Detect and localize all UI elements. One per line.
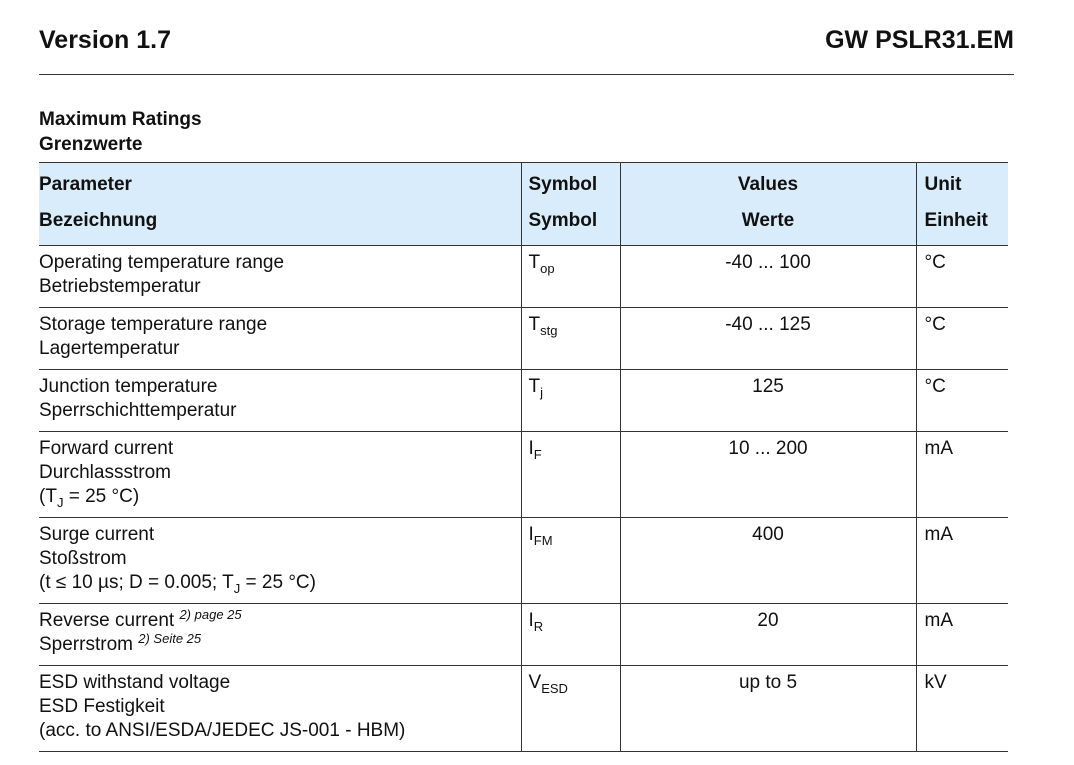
- header-parameter-de: Bezeichnung: [39, 210, 158, 231]
- symbol-subscript: R: [533, 619, 544, 634]
- section-title: [39, 107, 202, 157]
- value-cell: 20: [620, 604, 916, 666]
- parameter-de: ESD Festigkeit: [39, 696, 165, 717]
- parameter-cell: [39, 432, 521, 518]
- header-parameter: [39, 163, 521, 246]
- symbol-cell: [521, 308, 620, 370]
- parameter-de: Sperrschichttemperatur: [39, 400, 237, 421]
- parameter-en: Operating temperature range: [39, 252, 285, 273]
- symbol-cell: [521, 370, 620, 432]
- parameter-cell: [39, 246, 521, 308]
- symbol-subscript: stg: [540, 323, 558, 338]
- part-number: GW PSLR31.EM: [825, 26, 1014, 54]
- parameter-de: Stoßstrom: [39, 548, 127, 569]
- unit-cell: °C: [916, 370, 1008, 432]
- parameter-cell: [39, 604, 521, 666]
- parameter-en-line: [39, 609, 521, 633]
- symbol: I: [528, 438, 534, 459]
- parameter-condition: [39, 571, 521, 595]
- parameter-de: Betriebstemperatur: [39, 276, 201, 297]
- footnote-ref: 2) Seite 25: [138, 631, 202, 646]
- parameter-en: Storage temperature range: [39, 314, 268, 335]
- symbol: V: [528, 672, 542, 693]
- parameter-de: Lagertemperatur: [39, 338, 180, 359]
- section-title-de: Grenzwerte: [39, 134, 143, 155]
- header-values-de: Werte: [741, 210, 795, 231]
- condition-text: = 25 °C): [63, 486, 140, 507]
- symbol: I: [528, 524, 534, 545]
- table-row: [39, 518, 1008, 604]
- unit-cell: °C: [916, 308, 1008, 370]
- symbol-cell: [521, 604, 620, 666]
- symbol-cell: [521, 666, 620, 752]
- header-values: [620, 163, 916, 246]
- maximum-ratings-table: [39, 162, 1008, 752]
- symbol-subscript: ESD: [541, 681, 568, 696]
- condition-text: (T: [39, 486, 57, 507]
- parameter-en: Forward current: [39, 438, 174, 459]
- table-row: [39, 604, 1008, 666]
- value-cell: -40 ... 100: [620, 246, 916, 308]
- header-symbol: [521, 163, 620, 246]
- header-symbol-en: Symbol: [528, 174, 598, 195]
- symbol-cell: [521, 432, 620, 518]
- header-unit-de: Einheit: [924, 210, 988, 231]
- symbol: I: [528, 610, 534, 631]
- header-unit: [916, 163, 1008, 246]
- symbol: T: [528, 376, 541, 397]
- table-row: [39, 432, 1008, 518]
- unit-cell: mA: [916, 432, 1008, 518]
- table-row: [39, 666, 1008, 752]
- parameter-condition: [39, 485, 521, 509]
- table-row: [39, 308, 1008, 370]
- symbol-cell: [521, 246, 620, 308]
- page-header: [39, 24, 1014, 75]
- symbol-cell: [521, 518, 620, 604]
- unit-cell: mA: [916, 604, 1008, 666]
- header-values-en: Values: [737, 174, 799, 195]
- symbol-subscript: op: [540, 261, 555, 276]
- parameter-cell: [39, 308, 521, 370]
- unit-cell: kV: [916, 666, 1008, 752]
- header-parameter-en: Parameter: [39, 174, 132, 195]
- condition-text: = 25 °C): [240, 572, 316, 593]
- symbol: T: [528, 252, 541, 273]
- parameter-de: Durchlassstrom: [39, 462, 171, 483]
- parameter-en: Surge current: [39, 524, 155, 545]
- unit-cell: °C: [916, 246, 1008, 308]
- parameter-cell: [39, 370, 521, 432]
- document-version: Version 1.7: [39, 26, 172, 54]
- parameter-condition: (acc. to ANSI/ESDA/JEDEC JS-001 - HBM): [39, 720, 406, 741]
- value-cell: up to 5: [620, 666, 916, 752]
- parameter-de: Sperrstrom: [39, 634, 133, 655]
- condition-subscript: J: [56, 495, 64, 510]
- value-cell: 10 ... 200: [620, 432, 916, 518]
- parameter-de-line: [39, 633, 521, 657]
- symbol: T: [528, 314, 541, 335]
- parameter-en: Reverse current: [39, 610, 175, 631]
- parameter-en: Junction temperature: [39, 376, 218, 397]
- section-title-en: Maximum Ratings: [39, 109, 202, 130]
- parameter-cell: [39, 666, 521, 752]
- unit-cell: mA: [916, 518, 1008, 604]
- header-unit-en: Unit: [924, 174, 962, 195]
- table-row: [39, 370, 1008, 432]
- parameter-cell: [39, 518, 521, 604]
- table-header-row: [39, 163, 1008, 246]
- parameter-en: ESD withstand voltage: [39, 672, 231, 693]
- table-row: [39, 246, 1008, 308]
- header-symbol-de: Symbol: [528, 210, 598, 231]
- symbol-subscript: F: [533, 447, 542, 462]
- condition-text: (t ≤ 10 µs; D = 0.005; T: [39, 572, 234, 593]
- condition-subscript: J: [233, 581, 241, 596]
- symbol-subscript: j: [540, 385, 543, 400]
- symbol-subscript: FM: [533, 533, 553, 548]
- footnote-ref: 2) page 25: [179, 607, 242, 622]
- value-cell: 125: [620, 370, 916, 432]
- value-cell: 400: [620, 518, 916, 604]
- value-cell: -40 ... 125: [620, 308, 916, 370]
